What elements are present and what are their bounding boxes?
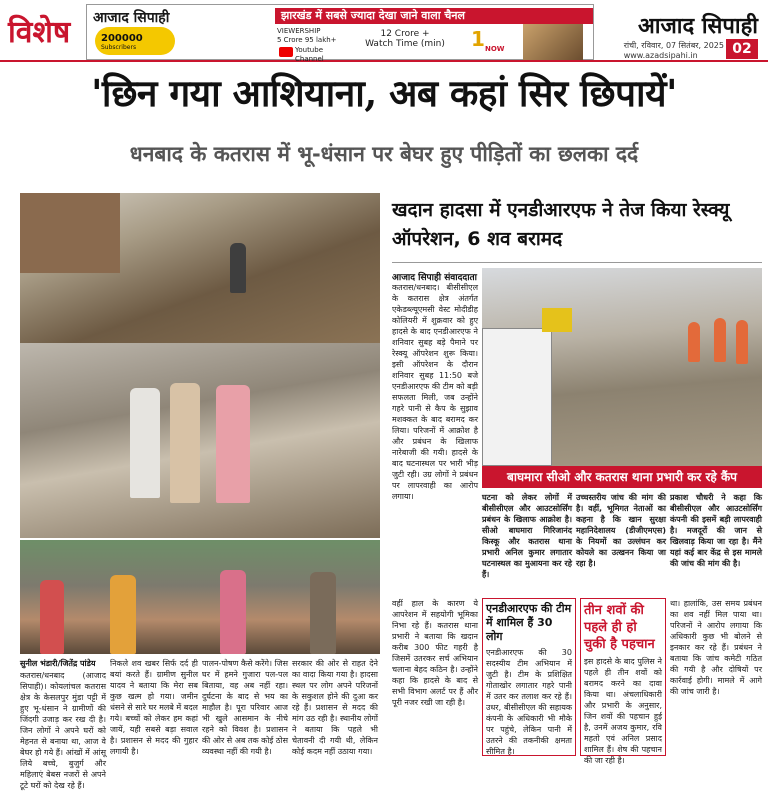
photo-person: [736, 320, 748, 364]
main-col-3: पालन-पोषण कैसे करेंगे। जिस घर में हमने गुजारा पल-पल बिताया, वह अब नहीं रहा। दुर्घटना के बाद से भय का माहौल है। पूरा परिवार आज भी खुले आसमान के नीचे रहने को विवश है। प्रशासन की ओर से अब तक कोई ठोस व्यवस्था नहीं की गयी है।: [202, 659, 288, 756]
main-col-2: निकले शव खबर सिर्फ दर्द ही बयां करते हैं। ग्रामीण सुनील यादव ने बताया कि मेरा सब कुछ खत्म हो गया। जमीन धंसने से सारे घर मलबे में बदल गये। बच्चों को लेकर हम कहां जायें, यही सबसे बड़ा सवाल है। प्रशासन से मदद की गुहार लगायी है।: [110, 659, 198, 756]
ndrf-headline: एनडीआरएफ की टीम में शामिल हैं 30 लोग: [486, 602, 572, 643]
ad-anchor-photo: [523, 24, 583, 60]
photo-person: [130, 388, 160, 498]
photo-person: [40, 580, 64, 654]
sidebar-col-b: उच्चस्तरीय जांच की मांग की है। वहीं, भूमिगत नेताओं का कहना है कि खान सुरक्षा महानिदेशालय (डीजीएमएस) के नियमों का उल्लंघन कर कोयले का उत्खनन किया जा रहा है।: [576, 493, 666, 568]
website-link[interactable]: www.azadsipahi.in: [623, 51, 698, 60]
ad-watch-label: Watch Time (min): [365, 39, 445, 49]
main-byline: सुनील भंडारी/जितेंद्र पांडेय: [20, 659, 96, 668]
villagers-debris-photo: [20, 343, 380, 538]
ad-subscriber-count: [101, 33, 143, 51]
ndrf-box: [482, 598, 576, 756]
ad-rank-number: 1: [471, 27, 485, 51]
ad-youtube-label: Youtube: [295, 46, 323, 54]
identified-headline: तीन शवों की पहले ही हो चुकी है पहचान: [584, 603, 655, 652]
camp-banner: बाघमारा सीओ और कतरास थाना प्रभारी कर रहे कैंप: [482, 466, 762, 488]
ad-viewership-label: VIEWERSHIP: [277, 27, 321, 35]
main-col-4: सरकार की ओर से राहत देने का वादा किया गया है। हादसा स्थल पर लोग अपने परिजनों के सकुशल होने की दुआ कर रहे हैं। प्रशासन से मदद की मांग उठ रही है। स्थानीय लोगों ने बताया कि पहले भी चेतावनी दी गयी थी, लेकिन कोई कदम नहीं उठाया गया।: [292, 659, 378, 756]
rescue-headline: खदान हादसा में एनडीआरएफ ने तेज किया रेस्क्यू ऑपरेशन, 6 शव बरामद: [392, 199, 730, 250]
ad-watch-value: 12 Crore +: [380, 29, 430, 39]
ad-channel-label: Channel: [295, 55, 324, 63]
sidebar-col-c: प्रकाश चौधरी ने कहा कि बीसीसीएल और आउटसोर्सिंग कंपनी की इसमें बड़ी लापरवाही है। मजदूरों की जान से खिलवाड़ किया जा रहा है। मैंने यहां कई बार केंद्र से इस मामले की जांच की मांग की है।: [670, 493, 762, 568]
channel-advertisement[interactable]: [86, 4, 594, 63]
photo-person: [230, 243, 246, 293]
photo-person: [216, 385, 250, 503]
photo-person: [220, 570, 246, 654]
ad-youtube-text: [295, 46, 324, 64]
page-number-badge: 02: [726, 39, 758, 59]
rescue-body: कतरास/धनबाद। बीसीसीएल के कतरास क्षेत्र अंतर्गत एकेडब्ल्यूएमसी वेस्ट मोदीडीह कोलियरी में शुक्रवार को हुए हादसे के बाद एनडीआरएफ ने शनिवार सुबह बड़े पैमाने पर रेस्क्यू ऑपरेशन शुरू किया। इसी ऑपरेशन के दौरान शनिवार सुबह 11:50 बजे एनडीआरएफ की टीम को बड़ी सफलता मिली, जब उन्होंने गहरे पानी से कैप के सुझाव मशक्कत के बाद बरामद कर लिया। परिजनों में आक्रोश है और प्रबंधन के खिलाफ नारेबाजी की गयी। हादसे के बाद घटनास्थल पर भारी भीड़ जुटी रही। उग्र लोगों ने प्रबंधन पर लापरवाही का आरोप लगाया।: [392, 283, 478, 501]
ad-subscriber-label: Subscribers: [101, 44, 137, 51]
last-col: था। हालांकि, उस समय प्रबंधन का शव नहीं मिल पाया था। परिजनों ने आरोप लगाया कि अधिकारी कुछ भी बोलने से इनकार कर रहे हैं। प्रबंधन ने बताया कि जांच कमेटी गठित की गयी है और दोषियों पर कार्रवाई होगी। मामले में आगे की जांच जारी है।: [670, 599, 762, 696]
main-col-1: कतरास/धनबाद (आजाद सिपाही)। कोयलांचल कतरास क्षेत्र के केसलपुर मुंडा पट्टी में हुए भू-धंसान ने ग्रामीणों की जिंदगी उजाड़ कर रख दी है। जिन लोगों ने अपने घरों को मेहनत से बनाया था, आज वे बेघर हो गये हैं। आंखों में आंसू लिये बच्चे, बुजुर्ग और महिलाएं बेबस नजरों से अपने टूटे घरों को देख रहे हैं।: [20, 671, 106, 790]
photo-person: [688, 322, 700, 362]
ad-brand: आजाद सिपाही: [93, 10, 170, 26]
ad-subscriber-number: 200000: [101, 33, 143, 44]
photo-person: [110, 575, 136, 654]
rescue-col-2: वहीं हाल के कारण ये आपरेशन में सहयोगी भूमिका निभा रहे हैं। कतरास थाना प्रभारी ने बताया कि खदान करीब 300 फीट गहरी है जिसमें उतरकर सर्च अभियान चलाना बेहद कठिन है। उन्होंने कहा कि हादसे के बाद से सभी विभाग अलर्ट पर हैं और पूरी नजर रखी जा रही है।: [392, 599, 478, 707]
rescue-byline: आजाद सिपाही संवाददाता: [392, 273, 477, 283]
dateline: [624, 40, 724, 60]
page-header: [0, 0, 768, 62]
affected-families-photo: [20, 540, 380, 654]
ndrf-text: एनडीआरएफ की 30 सदस्यीय टीम अभियान में जुटी है। टीम के प्रशिक्षित गोताखोर लगातार गहरे पानी में उतर कर तलाश कर रहे हैं। उधर, बीसीसीएल की सहायक कंपनी के अधिकारी भी मौके पर पहुंचे, लेकिन पानी में उतरने की तकनीकी क्षमता सीमित है।: [486, 648, 572, 756]
collapsed-house-photo: [20, 193, 380, 343]
section-label: विशेष: [8, 15, 71, 50]
masthead: आजाद सिपाही: [638, 13, 758, 39]
photo-wall: [20, 193, 120, 273]
photo-person: [170, 383, 200, 503]
ad-watch-time: [355, 29, 455, 49]
headline-divider: [392, 262, 762, 263]
identified-box: [580, 598, 666, 765]
photo-excavator: [542, 308, 572, 332]
rescue-site-photo: [482, 268, 762, 466]
ad-viewership: [277, 27, 337, 45]
identified-text: इस हादसे के बाद पुलिस ने पहले ही तीन शवों को बरामद करने का दावा किया था। अंचलाधिकारी और प्रभारी के अनुसार, जिन शवों की पहचान हुई है, उनमें अजय कुमार, रवि महतो एवं अनिल प्रसाद शामिल हैं। शेष की पहचान की जा रही है।: [584, 657, 662, 765]
ad-tagline: झारखंड में सबसे ज्यादा देखा जाने वाला चैनल: [275, 8, 593, 24]
photo-ambulance: [482, 328, 552, 466]
photo-person: [310, 572, 336, 654]
main-headline: 'छिन गया आशियाना, अब कहां सिर छिपायें': [91, 71, 677, 115]
date-text: रांची, रविवार, 07 सितंबर, 2025: [623, 41, 724, 50]
photo-person: [714, 318, 726, 362]
ad-now-label: NOW: [485, 45, 505, 53]
ad-viewership-value: 5 Crore 95 lakh+: [277, 36, 337, 44]
main-subheadline: धनबाद के कतरास में भू-धंसान पर बेघर हुए पीड़ितों का छलका दर्द: [129, 142, 639, 166]
sidebar-col-a: घटना को लेकर लोगों में बीसीसीएल और आउटसोर्सिंग प्रबंधन के खिलाफ आक्रोश है। सीओ बाघमारा गिरिजानंद किस्कू और कतरास थाना प्रभारी अनिल कुमार लगातार घटनास्थल का मुआयना कर रहे हैं।: [482, 493, 572, 579]
youtube-icon: [279, 47, 293, 57]
